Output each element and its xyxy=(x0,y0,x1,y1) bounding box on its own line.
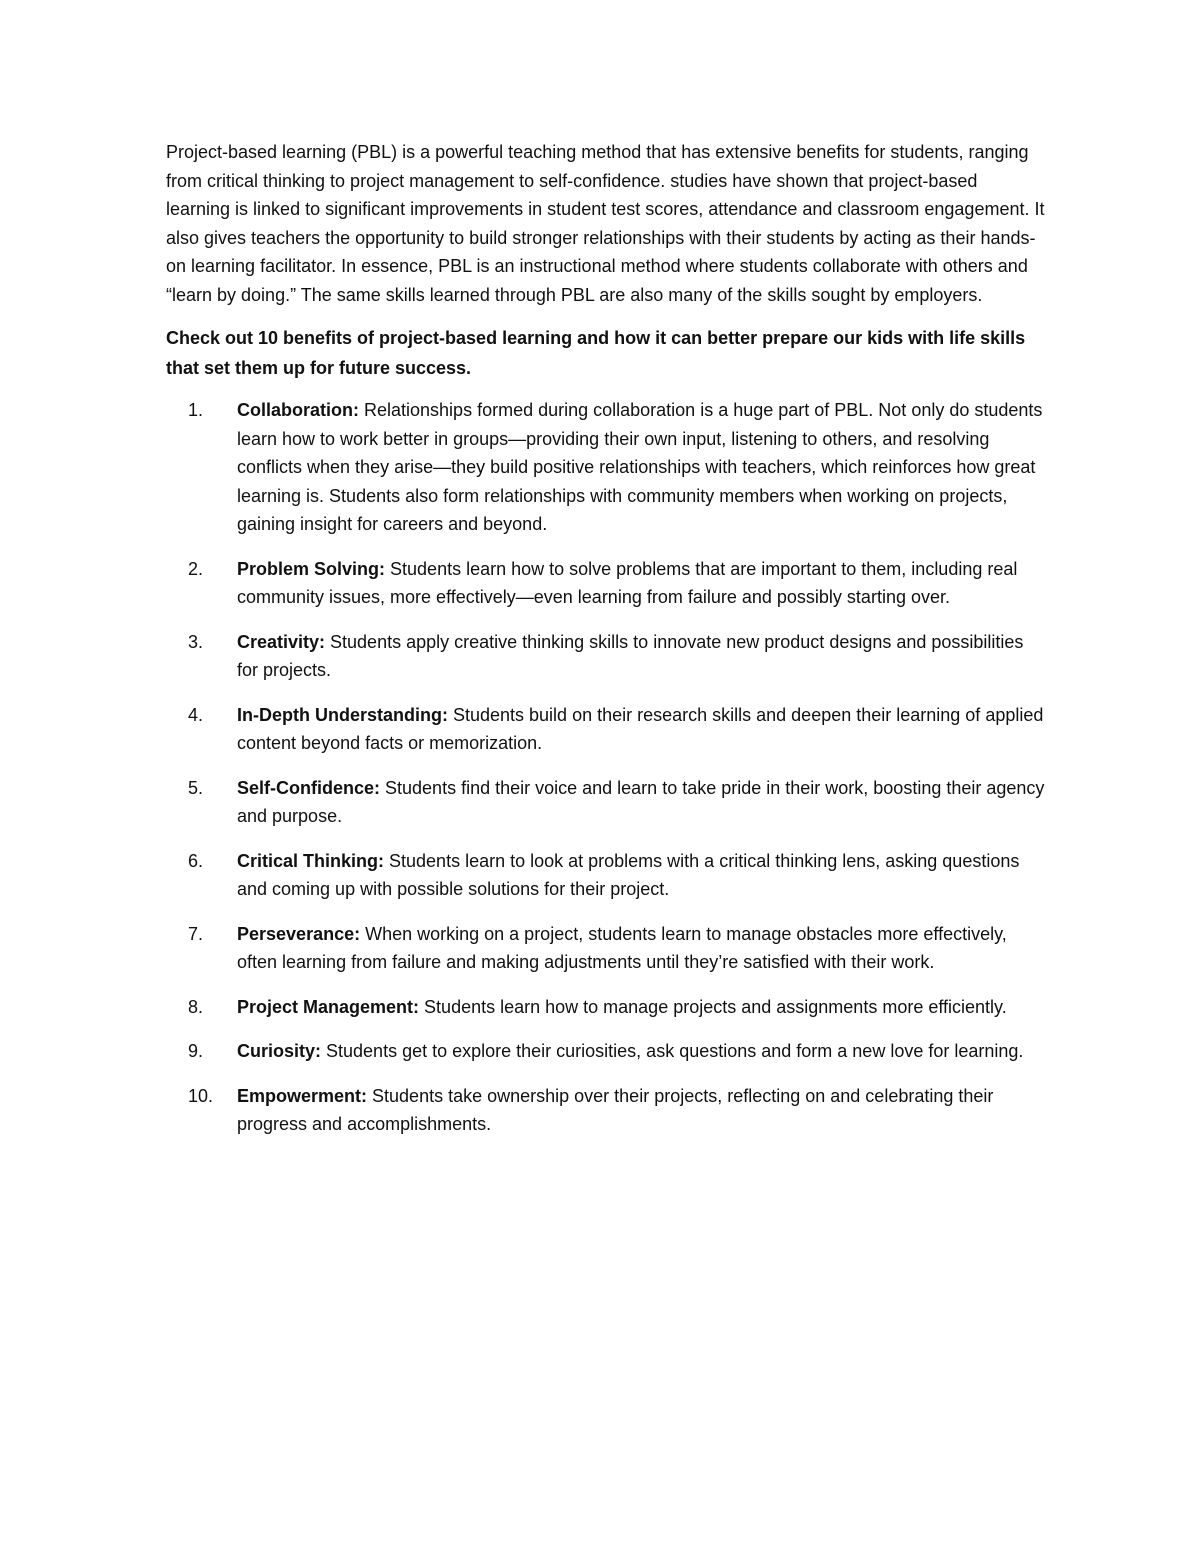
benefit-description: When working on a project, students learn to manage obstacles more effectively, often learning from failure and making adjustments until they’re satisfied with their work. xyxy=(237,923,1007,972)
benefit-item-self-confidence xyxy=(166,774,1046,831)
benefit-number: 10. xyxy=(188,1085,214,1106)
benefit-description: Students learn how to solve problems that are important to them, including real community issues, more effectively—even learning from failure and possibly starting over. xyxy=(237,558,1018,607)
benefit-number: 1. xyxy=(188,400,204,420)
benefit-term: Curiosity: xyxy=(237,1041,322,1061)
benefit-item-creativity xyxy=(166,628,1046,685)
intro-paragraph: Project-based learning (PBL) is a powerful teaching method that has extensive benefits for students, ranging from critical thinking to project management to self-confidence. studies have shown that project-based learning is linked to significant improvements in student test scores, attendance and classroom engagement. It also gives teachers the opportunity to build stronger relationships with their students by acting as their hands-on learning facilitator. In essence, PBL is an instructional method where students collaborate with others and “learn by doing.” The same skills learned through PBL are also many of the skills sought by employers. xyxy=(166,142,1045,305)
document-body xyxy=(166,138,1046,1155)
benefit-number: 6. xyxy=(188,850,204,871)
benefit-term: Perseverance: xyxy=(237,923,361,944)
benefit-description: Students apply creative thinking skills to innovate new product designs and possibilities for projects. xyxy=(237,631,1024,680)
benefit-number: 9. xyxy=(188,1041,204,1061)
benefit-item-problem-solving xyxy=(166,555,1046,612)
benefit-term: Project Management: xyxy=(237,996,420,1017)
benefit-term: Creativity: xyxy=(237,631,326,652)
benefit-number: 7. xyxy=(188,923,204,944)
benefit-description: Students find their voice and learn to take pride in their work, boosting their agency and purpose. xyxy=(237,777,1045,826)
benefit-description: Students learn to look at problems with a critical thinking lens, asking questions and coming up with possible solutions for their project. xyxy=(237,850,1020,899)
benefit-description: Students learn how to manage projects and assignments more efficiently. xyxy=(419,996,1007,1017)
benefit-item-critical-thinking xyxy=(166,847,1046,904)
benefit-term: Problem Solving: xyxy=(237,558,386,579)
benefit-item-empowerment xyxy=(166,1082,1046,1139)
benefit-number: 3. xyxy=(188,631,204,652)
benefit-term: Collaboration: xyxy=(237,400,359,420)
benefit-item-perseverance xyxy=(166,920,1046,977)
benefit-term: Empowerment: xyxy=(237,1085,368,1106)
benefit-description: Students take ownership over their projects, reflecting on and celebrating their progress and accomplishments. xyxy=(237,1085,994,1134)
benefits-list xyxy=(166,396,1046,1139)
benefit-item-project-management xyxy=(166,993,1046,1022)
benefit-number: 4. xyxy=(188,704,204,725)
benefit-item-curiosity xyxy=(166,1037,1046,1066)
benefit-term: Self-Confidence: xyxy=(237,777,381,798)
benefit-number: 5. xyxy=(188,777,204,798)
benefit-term: Critical Thinking: xyxy=(237,850,385,871)
benefit-term: In-Depth Understanding: xyxy=(237,704,448,725)
benefit-number: 8. xyxy=(188,996,204,1017)
benefit-number: 2. xyxy=(188,558,204,579)
benefit-description: Students build on their research skills and deepen their learning of applied content beyond facts or memorization. xyxy=(237,704,1044,753)
lead-paragraph: Check out 10 benefits of project-based learning and how it can better prepare our kids with life skills that set them up for future success. xyxy=(166,328,1026,378)
benefit-item-collaboration xyxy=(166,396,1046,539)
benefit-item-in-depth-understanding xyxy=(166,701,1046,758)
benefit-description: Students get to explore their curiosities, ask questions and form a new love for learning. xyxy=(321,1041,1024,1061)
benefit-description: Relationships formed during collaboration is a huge part of PBL. Not only do students learn how to work better in groups—providing their own input, listening to others, and resolving conflicts when they arise—they build positive relationships with teachers, which reinforces how great learning is. Students also form relationships with community members when working on projects, gaining insight for careers and beyond. xyxy=(237,400,1043,534)
